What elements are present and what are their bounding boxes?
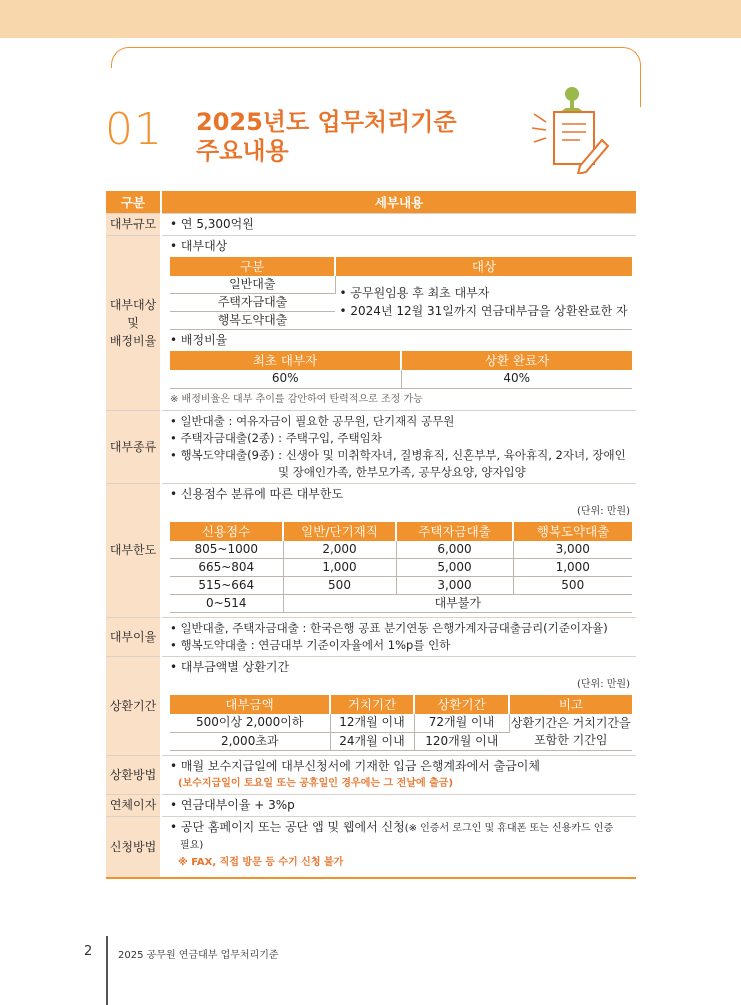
repay-head: 상환기간 [414, 695, 509, 714]
limit-row: 665~804 1,000 5,000 1,000 [170, 559, 632, 577]
repay-row: 2,000초과 24개월 이내 120개월 이내 [170, 732, 632, 750]
ratio-head: 최초 대부자 [170, 351, 401, 370]
row-repay-method [106, 755, 636, 794]
ratio-bullet: • 배정비율 [170, 332, 632, 349]
label-rate: 대부이율 [106, 618, 161, 657]
repay-unit: (단위: 만원) [577, 679, 630, 690]
repay-remark: 상환기간은 거치기간을 포함한 기간임 [509, 714, 632, 750]
kinds-line-cont: 및 장애인가족, 한부모가족, 공무상요양, 양자입양 [278, 464, 526, 479]
apply-note: ※ FAX, 직접 방문 등 수기 신청 불가 [178, 856, 344, 868]
row-target [106, 235, 636, 410]
row-kinds [106, 410, 636, 483]
repay-row: 500이상 2,000이하 12개월 이내 72개월 이내 상환기간은 거치기간을 포함한 기간임 [170, 714, 632, 732]
label-repay-method: 상환방법 [106, 755, 161, 794]
target-type: 일반대출 [170, 276, 335, 294]
apply-line-cont: 필요) [180, 839, 204, 851]
ratio-head: 상환 완료자 [401, 351, 632, 370]
document-pen-icon [532, 84, 612, 174]
target-type: 주택자금대출 [170, 294, 335, 312]
ratio-note: ※ 배정비율은 대부 추이를 감안하여 탄력적으로 조정 가능 [170, 393, 423, 405]
kinds-line: • 일반대출 : 여유자금이 필요한 공무원, 단기재직 공무원 [170, 413, 632, 430]
label-overdue: 연체이자 [106, 794, 161, 816]
ratio-value: 40% [401, 370, 632, 388]
repay-head: 대부금액 [170, 695, 330, 714]
target-head-type: 구분 [170, 257, 335, 276]
limit-head: 주택자금대출 [396, 522, 513, 541]
limit-head: 일반/단기재직 [283, 522, 396, 541]
repay-method-note: (보수지급일이 토요일 또는 공휴일인 경우에는 그 전날에 출금) [178, 777, 454, 789]
repay-head: 비고 [509, 695, 632, 714]
target-type: 행복도약대출 [170, 312, 335, 330]
rate-line: • 행복도약대출 : 연금대부 기준이자율에서 1%p를 인하 [170, 637, 632, 654]
scale-text: • 연 5,300억원 [170, 217, 254, 231]
header-detail: 세부내용 [161, 191, 636, 213]
target-subtable [170, 257, 632, 331]
ratio-subtable [170, 351, 632, 389]
limit-head: 행복도약대출 [513, 522, 632, 541]
row-overdue [106, 794, 636, 816]
limit-subtable [170, 522, 632, 614]
repay-head: 거치기간 [330, 695, 414, 714]
rate-line: • 일반대출, 주택자금대출 : 한국은행 공표 분기연동 은행가계자금대출금리(기준이자율) [170, 620, 632, 637]
target-bullet: • 대부대상 [170, 238, 632, 255]
ratio-value: 60% [170, 370, 401, 388]
label-apply: 신청방법 [106, 816, 161, 878]
repay-bullet: • 대부금액별 상환기간 [170, 659, 632, 676]
header-category: 구분 [106, 191, 161, 213]
limit-unit: (단위: 만원) [577, 505, 630, 517]
label-limit: 대부한도 [106, 483, 161, 618]
footer-divider [106, 936, 108, 1005]
section-number: 01 [105, 104, 163, 155]
row-scale [106, 213, 636, 235]
kinds-line: • 주택자금대출(2종) : 주택구입, 주택임차 [170, 430, 632, 447]
limit-row: 515~664 500 3,000 500 [170, 577, 632, 595]
apply-line: • 공단 홈페이지 또는 공단 앱 및 웹에서 신청(※ 인증서 로그인 및 휴대폰 또는 신용카드 인증 [170, 819, 632, 837]
label-scale: 대부규모 [106, 213, 161, 235]
overdue-line: • 연금대부이율 + 3%p [170, 798, 295, 812]
kinds-line: • 행복도약대출(9종) : 신생아 및 미취학자녀, 질병휴직, 신혼부부, 육아휴직, 2자녀, 장애인 [170, 447, 632, 464]
page-title: 2025년도 업무처리기준 주요내용 [196, 108, 457, 165]
label-kinds: 대부종류 [106, 410, 161, 483]
main-table-header [106, 191, 636, 213]
limit-row: 0~514 대부불가 [170, 595, 632, 613]
row-repay-period [106, 657, 636, 756]
footer-text: 2025 공무원 연금대부 업무처리기준 [118, 950, 279, 961]
row-limit [106, 483, 636, 618]
row-rate [106, 618, 636, 657]
label-target: 대부대상 및 배정비율 [106, 235, 161, 410]
page-number: 2 [84, 944, 93, 959]
limit-head: 신용점수 [170, 522, 283, 541]
target-condition: • 2024년 12월 31일까지 연금대부금을 상환완료한 자 [340, 302, 633, 320]
limit-row: 805~1000 2,000 6,000 3,000 [170, 541, 632, 559]
target-condition: • 공무원임용 후 최초 대부자 [340, 284, 633, 302]
target-head-condition: 대상 [335, 257, 632, 276]
repay-method-line: • 매월 보수지급일에 대부신청서에 기재한 입금 은행계좌에서 출금이체 [170, 758, 632, 775]
limit-bullet: • 신용점수 분류에 따른 대부한도 [170, 486, 632, 503]
main-table [106, 191, 636, 879]
label-repay-period: 상환기간 [106, 657, 161, 756]
row-apply [106, 816, 636, 878]
repay-subtable [170, 695, 632, 751]
top-color-band [0, 0, 741, 38]
